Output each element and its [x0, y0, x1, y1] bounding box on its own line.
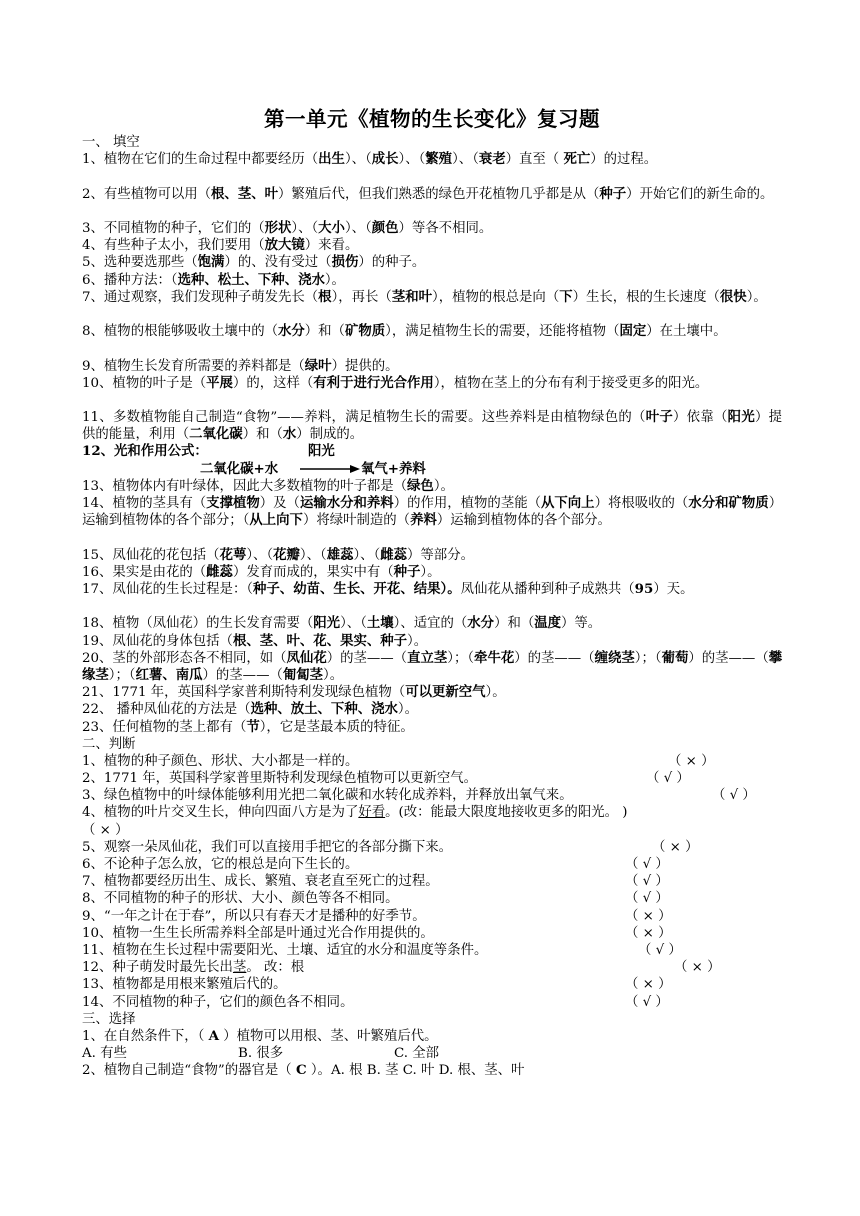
- judge-answer: （ × ）: [625, 977, 672, 993]
- fill-question-16: 16、果实是由花的（雌蕊）发育而成的，果实中有（种子）。: [82, 563, 441, 580]
- judge-answer: （ × ）: [668, 753, 715, 769]
- fill-question-6: 6、播种方法：（选种、松土、下种、浇水）。: [82, 271, 345, 288]
- judge-item: 2、1771 年，英国科学家普里斯特利发现绿色植物可以更新空气。 （ √ ）: [82, 771, 690, 787]
- choice-question-2: 2、植物自己制造“食物”的器官是（ C ）。A. 根 B. 茎 C. 叶 D. 根、茎、叶: [82, 1062, 525, 1079]
- judge-answer: （ × ）: [82, 822, 129, 838]
- fill-question-14: 14、植物的茎具有（支撑植物）及（运输水分和养料）的作用，植物的茎能（从下向上）将根吸收的（水分和矿物质）运输到植物体的各个部分；（从上向下）将绿叶制造的（养料）运输到植物体的各个部分。: [82, 495, 783, 529]
- judge-item: 7、植物都要经历出生、成长、繁殖、衰老直至死亡的过程。 （ √ ）: [82, 874, 669, 890]
- fill-question-19: 19、凤仙花的身体包括（根、茎、叶、花、果实、种子）。: [82, 632, 428, 649]
- choice-options-1: [82, 1045, 782, 1062]
- judge-answer: （ × ）: [625, 925, 672, 941]
- judge-answer: （ × ）: [625, 908, 672, 924]
- judge-item: 13、植物都是用根来繁殖后代的。 （ × ）: [82, 977, 672, 993]
- judge-item: 10、植物一生生长所需养料全部是叶通过光合作用提供的。 （ × ）: [82, 925, 672, 941]
- option-a: A. 有些: [82, 1046, 127, 1062]
- fill-question-13: 13、植物体内有叶绿体，因此大多数植物的叶子都是（绿色）。: [82, 477, 454, 494]
- worksheet: [82, 104, 782, 1097]
- section-heading-choice: 三、选择: [82, 1011, 136, 1027]
- reaction-arrow-icon: [300, 464, 360, 474]
- formula-condition: 阳光: [308, 443, 335, 460]
- fill-question-1: 1、植物在它们的生命过程中都要经历（出生）、（成长）、（繁殖）、（衰老）直至（ 死亡）的过程。: [82, 151, 658, 168]
- judge-item: 8、不同植物的种子的形状、大小、颜色等各不相同。 （ √ ）: [82, 891, 669, 907]
- section-heading-fill: 一、 填空: [82, 135, 140, 150]
- judge-answer: （ × ）: [652, 839, 699, 855]
- fill-question-4: 4、有些种子太小，我们要用（放大镜）来看。: [82, 237, 359, 254]
- fill-question-11: 11、多数植物能自己制造“食物”——养料，满足植物生长的需要。这些养料是由植物绿色的（叶子）依靠（阳光）提供的能量，利用（二氧化碳）和（水）制成的。: [82, 409, 783, 443]
- judge-item: 11、植物在生长过程中需要阳光、土壤、适宜的水分和温度等条件。 （ √ ）: [82, 943, 682, 958]
- formula-reactants: 二氧化碳+水: [200, 460, 279, 477]
- judge-answer: （ √ ）: [625, 994, 669, 1010]
- fill-question-10: 10、植物的叶子是（平展）的，这样（有利于进行光合作用），植物在茎上的分布有利于接受更多的阳光。: [82, 374, 709, 391]
- choice-question-1: 1、在自然条件下，（ A ）植物可以用根、茎、叶繁殖后代。: [82, 1027, 438, 1044]
- fill-question-21: 21、1771 年，英国科学家普利斯特利发现绿色植物（可以更新空气）。: [82, 684, 506, 701]
- judge-answer: （ √ ）: [712, 788, 756, 804]
- formula-products: 氧气+养料: [361, 460, 426, 477]
- judge-item-12: 12、种子萌发时最先长出茎。 改：根 （ × ）: [82, 960, 721, 976]
- judge-answer: （ √ ）: [646, 771, 690, 787]
- fill-question-7: 7、通过观察，我们发现种子萌发先长（根），再长（茎和叶），植物的根总是向（下）生长，根的生长速度（很快）。: [82, 288, 767, 305]
- fill-question-5: 5、选种要选那些（饱满）的、没有受过（损伤）的种子。: [82, 254, 426, 271]
- option-b: B. 很多: [238, 1046, 284, 1062]
- fill-question-2: 2、有些植物可以用（根、茎、叶）繁殖后代，但我们熟悉的绿色开花植物几乎都是从（种子）开始它们的新生命的。: [82, 185, 774, 202]
- judge-item: 5、观察一朵凤仙花，我们可以直接用手把它的各部分撕下来。 （ × ）: [82, 839, 699, 855]
- judge-item: 1、植物的种子颜色、形状、大小都是一样的。 （ × ）: [82, 753, 715, 769]
- judge-answer: （ √ ）: [625, 874, 669, 890]
- fill-question-17: 17、凤仙花的生长过程是：（种子、幼苗、生长、开花、结果）。凤仙花从播种到种子成熟共（95）天。: [82, 581, 694, 598]
- fill-question-9: 9、植物生长发育所需要的养料都是（绿叶）提供的。: [82, 357, 399, 374]
- judge-item: 9、“一年之计在于春”，所以只有春天才是播种的好季节。 （ × ）: [82, 908, 672, 924]
- fill-question-20: 20、茎的外部形态各不相同，如（凤仙花）的茎——（直立茎）；（牵牛花）的茎——（缠绕茎）；（葡萄）的茎——（攀缘茎）；（红薯、南瓜）的茎——（匍匐茎）。: [82, 649, 783, 683]
- section-heading-judge: 二、判断: [82, 736, 136, 752]
- fill-question-22: 22、 播种凤仙花的方法是（选种、放土、下种、浇水）。: [82, 701, 418, 718]
- photosynthesis-formula: [82, 443, 782, 477]
- page-title: 第一单元《植物的生长变化》复习题: [264, 107, 600, 131]
- judge-item-4: 4、植物的叶片交叉生长，伸向四面八方是为了好看。(改：能最大限度地接收更多的阳光。 ) （ × ）: [82, 805, 628, 838]
- fill-question-23: 23、任何植物的茎上都有（节），它是茎最本质的特征。: [82, 718, 414, 735]
- option-c: C. 全部: [394, 1046, 440, 1062]
- judge-answer: （ √ ）: [625, 857, 669, 873]
- fill-question-15: 15、凤仙花的花包括（花萼）、（花瓣）、（雄蕊）、（雌蕊）等部分。: [82, 546, 474, 563]
- judge-item: 6、不论种子怎么放，它的根总是向下生长的。 （ √ ）: [82, 857, 669, 873]
- formula-label: 12、光和作用公式：: [82, 443, 208, 460]
- judge-item: 3、绿色植物中的叶绿体能够利用光把二氧化碳和水转化成养料，并释放出氧气来。 （ √ ）: [82, 788, 756, 804]
- judge-answer: （ √ ）: [625, 891, 669, 907]
- fill-question-18: 18、植物（凤仙花）的生长发育需要（阳光）、（土壤）、适宜的（水分）和（温度）等。: [82, 615, 602, 632]
- judge-item: 14、不同植物的种子，它们的颜色各不相同。 （ √ ）: [82, 994, 669, 1010]
- judge-answer: （ √ ）: [638, 943, 682, 958]
- fill-question-3: 3、不同植物的种子，它们的（形状）、（大小）、（颜色）等各不相同。: [82, 219, 493, 236]
- judge-answer: （ × ）: [674, 960, 721, 976]
- fill-question-8: 8、植物的根能够吸收土壤中的（水分）和（矿物质），满足植物生长的需要，还能将植物（固定）在土壤中。: [82, 323, 727, 340]
